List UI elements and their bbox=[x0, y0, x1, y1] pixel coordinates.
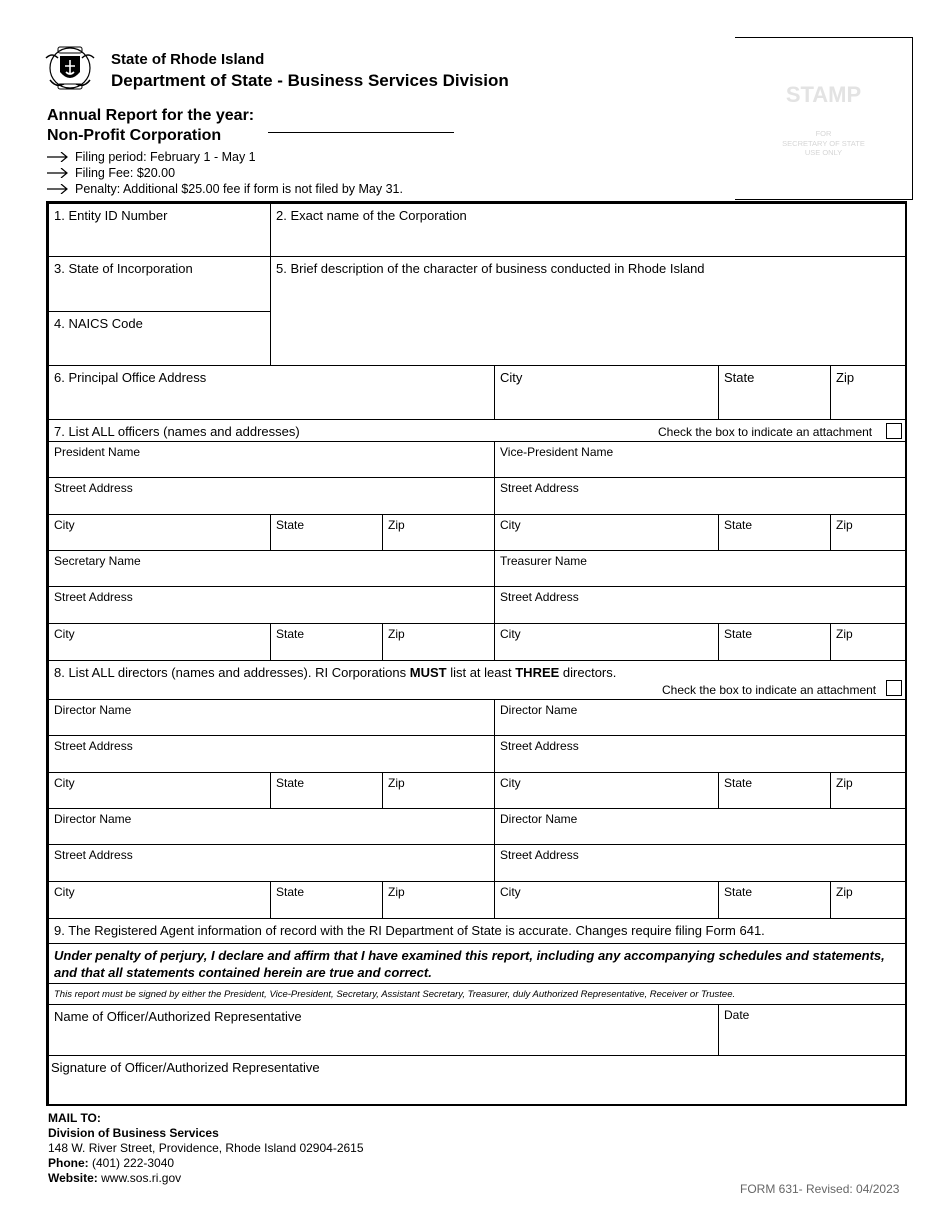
president-name-field[interactable]: President Name bbox=[48, 441, 495, 478]
report-year-field[interactable] bbox=[268, 132, 454, 133]
filing-fee-bullet bbox=[47, 165, 175, 181]
director-2-city-field[interactable]: City bbox=[494, 772, 719, 809]
treasurer-street-field[interactable]: Street Address bbox=[494, 586, 907, 624]
vice-president-state-field[interactable]: State bbox=[718, 514, 831, 551]
treasurer-name-field[interactable]: Treasurer Name bbox=[494, 550, 907, 587]
state-incorporation-field[interactable]: 3. State of Incorporation bbox=[48, 256, 271, 312]
secretary-city-field[interactable]: City bbox=[48, 623, 271, 661]
mail-to-label: MAIL TO: bbox=[48, 1111, 101, 1125]
director-4-street-field[interactable]: Street Address bbox=[494, 844, 907, 882]
entity-id-field[interactable]: 1. Entity ID Number bbox=[48, 203, 271, 257]
secretary-street-field[interactable]: Street Address bbox=[48, 586, 495, 624]
mailing-address: 148 W. River Street, Providence, Rhode Island 02904-2615 bbox=[48, 1141, 364, 1155]
vice-president-zip-field[interactable]: Zip bbox=[830, 514, 907, 551]
director-1-street-field[interactable]: Street Address bbox=[48, 735, 495, 773]
stamp-note: FOR SECRETARY OF STATE USE ONLY bbox=[782, 129, 865, 157]
penalty-text: Penalty: Additional $25.00 fee if form is not filed by May 31. bbox=[75, 182, 403, 196]
officers-attachment-checkbox[interactable] bbox=[886, 423, 902, 439]
annual-report-form bbox=[46, 201, 907, 1106]
corporation-type: Non-Profit Corporation bbox=[47, 127, 222, 144]
state-name: State of Rhode Island bbox=[111, 51, 265, 68]
director-3-name-field[interactable]: Director Name bbox=[48, 808, 495, 845]
filing-period-text: Filing period: February 1 - May 1 bbox=[75, 150, 256, 164]
date-field[interactable]: Date bbox=[718, 1004, 907, 1056]
principal-city-field[interactable]: City bbox=[494, 365, 719, 420]
filing-period-bullet bbox=[47, 149, 256, 165]
principal-office-field[interactable]: 6. Principal Office Address bbox=[48, 365, 495, 420]
director-4-name-field[interactable]: Director Name bbox=[494, 808, 907, 845]
phone-line: Phone: (401) 222-3040 bbox=[48, 1156, 175, 1170]
signature-field[interactable]: Signature of Officer/Authorized Representative bbox=[48, 1055, 907, 1105]
report-title: Annual Report for the year: bbox=[47, 107, 255, 124]
filing-fee-text: Filing Fee: $20.00 bbox=[75, 166, 176, 180]
president-zip-field[interactable]: Zip bbox=[382, 514, 495, 551]
officers-heading: 7. List ALL officers (names and addresses) bbox=[48, 419, 907, 442]
director-3-state-field[interactable]: State bbox=[270, 881, 383, 919]
director-2-name-field[interactable]: Director Name bbox=[494, 699, 907, 736]
registered-agent-statement: 9. The Registered Agent information of record with the RI Department of State is accurate. Changes require filing Form 641. bbox=[48, 918, 907, 944]
website-line: Website: www.sos.ri.gov bbox=[48, 1171, 182, 1185]
director-1-name-field[interactable]: Director Name bbox=[48, 699, 495, 736]
arrow-right-icon bbox=[47, 168, 69, 178]
director-4-zip-field[interactable]: Zip bbox=[830, 881, 907, 919]
department-name: Department of State - Business Services Division bbox=[111, 71, 509, 90]
director-1-zip-field[interactable]: Zip bbox=[382, 772, 495, 809]
director-3-zip-field[interactable]: Zip bbox=[382, 881, 495, 919]
secretary-state-field[interactable]: State bbox=[270, 623, 383, 661]
arrow-right-icon bbox=[47, 184, 69, 194]
stamp-box bbox=[735, 37, 913, 200]
stamp-title: STAMP bbox=[785, 82, 862, 107]
director-2-street-field[interactable]: Street Address bbox=[494, 735, 907, 773]
secretary-name-field[interactable]: Secretary Name bbox=[48, 550, 495, 587]
director-1-city-field[interactable]: City bbox=[48, 772, 271, 809]
officer-name-field[interactable]: Name of Officer/Authorized Representative bbox=[48, 1004, 719, 1056]
signature-requirement-note: This report must be signed by either the President, Vice-President, Secretary, Assistant Secretary, Treasurer, duly Authorized Representative, Receiver or Trustee. bbox=[48, 983, 907, 1005]
exact-name-field[interactable]: 2. Exact name of the Corporation bbox=[270, 203, 907, 257]
director-3-city-field[interactable]: City bbox=[48, 881, 271, 919]
business-description-field[interactable]: 5. Brief description of the character of business conducted in Rhode Island bbox=[270, 256, 907, 366]
secretary-zip-field[interactable]: Zip bbox=[382, 623, 495, 661]
vice-president-name-field[interactable]: Vice-President Name bbox=[494, 441, 907, 478]
form-number: FORM 631- Revised: 04/2023 bbox=[740, 1182, 900, 1196]
directors-attachment-label: Check the box to indicate an attachment bbox=[662, 683, 877, 697]
president-state-field[interactable]: State bbox=[270, 514, 383, 551]
director-2-zip-field[interactable]: Zip bbox=[830, 772, 907, 809]
rhode-island-seal-icon bbox=[44, 44, 96, 92]
treasurer-zip-field[interactable]: Zip bbox=[830, 623, 907, 661]
director-1-state-field[interactable]: State bbox=[270, 772, 383, 809]
director-4-state-field[interactable]: State bbox=[718, 881, 831, 919]
president-street-field[interactable]: Street Address bbox=[48, 477, 495, 515]
president-city-field[interactable]: City bbox=[48, 514, 271, 551]
officers-attachment-label: Check the box to indicate an attachment bbox=[658, 425, 873, 439]
treasurer-city-field[interactable]: City bbox=[494, 623, 719, 661]
mailing-info bbox=[48, 1111, 364, 1186]
principal-state-field[interactable]: State bbox=[718, 365, 831, 420]
penalty-bullet bbox=[47, 181, 403, 197]
vice-president-street-field[interactable]: Street Address bbox=[494, 477, 907, 515]
perjury-declaration: Under penalty of perjury, I declare and affirm that I have examined this report, including any accompanying schedules and statements, and that all statements contained herein are true and correct. bbox=[48, 943, 907, 984]
principal-zip-field[interactable]: Zip bbox=[830, 365, 907, 420]
directors-attachment-checkbox[interactable] bbox=[886, 680, 902, 696]
directors-heading: 8. List ALL directors (names and addresses). RI Corporations MUST list at least THREE directors. bbox=[48, 660, 907, 700]
vice-president-city-field[interactable]: City bbox=[494, 514, 719, 551]
director-3-street-field[interactable]: Street Address bbox=[48, 844, 495, 882]
director-4-city-field[interactable]: City bbox=[494, 881, 719, 919]
division-name: Division of Business Services bbox=[48, 1126, 219, 1140]
naics-code-field[interactable]: 4. NAICS Code bbox=[48, 311, 271, 366]
director-2-state-field[interactable]: State bbox=[718, 772, 831, 809]
arrow-right-icon bbox=[47, 152, 69, 162]
treasurer-state-field[interactable]: State bbox=[718, 623, 831, 661]
